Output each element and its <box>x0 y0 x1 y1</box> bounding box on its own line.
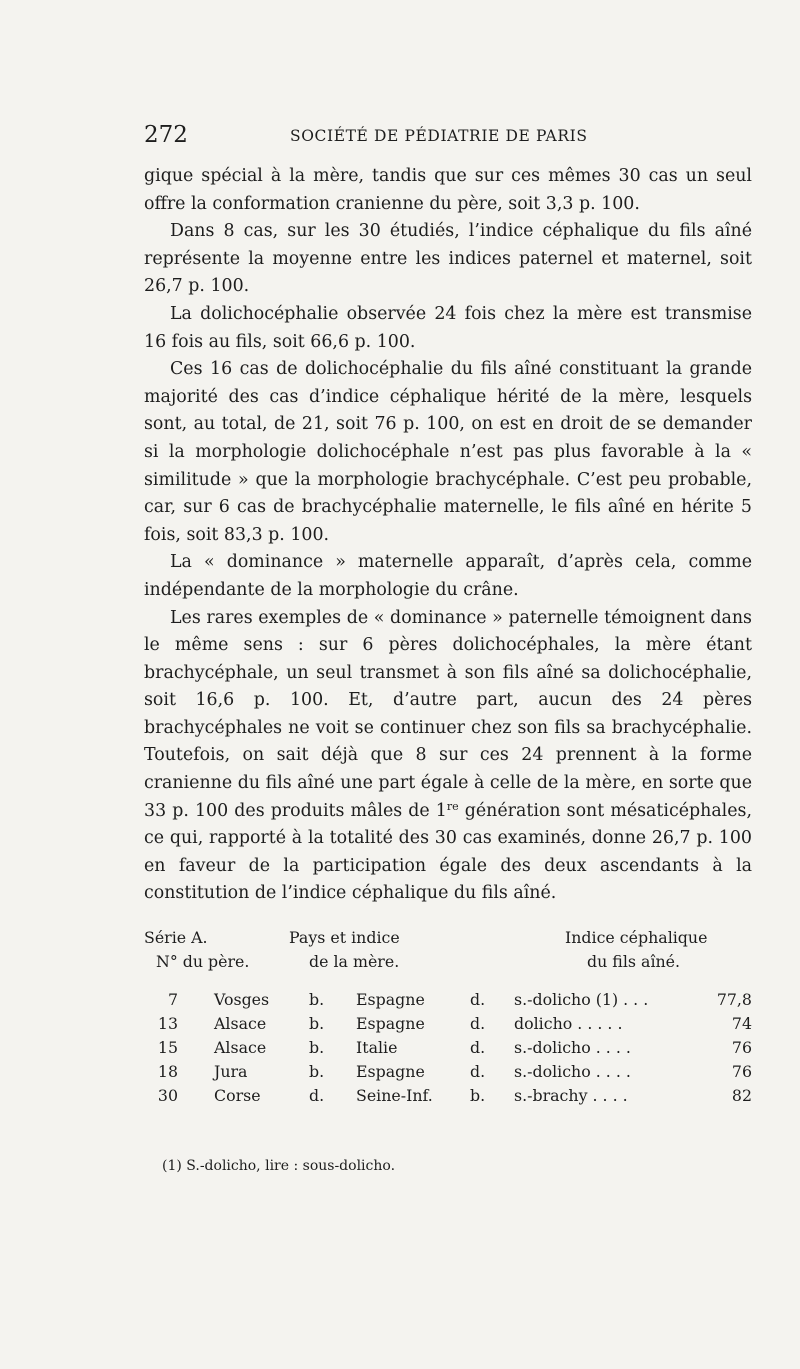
cell-father-country: Alsace <box>214 1038 267 1057</box>
table-row <box>144 1014 752 1038</box>
table-body <box>144 990 752 1110</box>
cell-son-type: s.-dolicho . . . . <box>514 1062 631 1081</box>
cell-son-index: 77,8 <box>716 990 752 1009</box>
superscript: re <box>446 799 459 813</box>
paragraph-continuation: gique spécial à la mère, tandis que sur ces mêmes 30 cas un seul offre la conformation cranienne du père, soit 3,3 p. 100. <box>144 166 752 214</box>
body-text <box>144 163 752 908</box>
cell-son-type: s.-brachy . . . . <box>514 1086 628 1105</box>
paragraph: La « dominance » maternelle apparaît, d’après cela, comme indépendante de la morphologie du crâne. <box>144 552 752 600</box>
paragraph <box>144 605 752 909</box>
cell-mother-index: d. <box>470 1014 486 1033</box>
col-header-mother-country: Pays et indice <box>289 928 400 947</box>
cell-father-country: Vosges <box>214 990 270 1009</box>
cell-father-index: b. <box>309 990 325 1009</box>
cell-son-index: 76 <box>731 1038 752 1057</box>
paragraph-text: génération sont mésaticéphales, ce qui, rapporté à la totalité des 30 cas examinés, donne 26,7 p. 100 en faveur de la participation égale des deux ascendants à la constitution de l’indice céphalique du fils aîné. <box>144 800 752 904</box>
page-header <box>144 118 752 152</box>
cell-son-type: s.-dolicho . . . . <box>514 1038 631 1057</box>
cell-mother-country: Italie <box>356 1038 398 1057</box>
cell-mother-index: b. <box>470 1086 486 1105</box>
data-table <box>144 928 752 1110</box>
cell-son-index: 74 <box>731 1014 752 1033</box>
table-row <box>144 990 752 1014</box>
page-number: 272 <box>144 122 188 148</box>
cell-father-country: Corse <box>214 1086 261 1105</box>
cell-father-index: b. <box>309 1014 325 1033</box>
cell-father-number: 7 <box>167 990 178 1009</box>
cell-father-number: 30 <box>157 1086 178 1105</box>
col-header-son-index: Indice céphalique <box>565 928 708 947</box>
table-row <box>144 1062 752 1086</box>
table-series-label: Série A. <box>144 928 208 947</box>
running-title: SOCIÉTÉ DE PÉDIATRIE DE PARIS <box>290 127 588 145</box>
cell-son-type: s.-dolicho (1) . . . <box>514 990 649 1009</box>
cell-mother-country: Espagne <box>356 1014 425 1033</box>
cell-father-index: d. <box>309 1086 325 1105</box>
table-row <box>144 1086 752 1110</box>
cell-son-index: 82 <box>731 1086 752 1105</box>
cell-mother-index: d. <box>470 990 486 1009</box>
table-header <box>144 928 752 976</box>
cell-mother-country: Espagne <box>356 990 425 1009</box>
cell-father-country: Jura <box>214 1062 248 1081</box>
cell-son-type: dolicho . . . . . <box>514 1014 623 1033</box>
cell-father-number: 15 <box>157 1038 178 1057</box>
cell-mother-index: d. <box>470 1038 486 1057</box>
cell-father-number: 18 <box>157 1062 178 1081</box>
cell-mother-index: d. <box>470 1062 486 1081</box>
paragraph-text: Les rares exemples de « dominance » paternelle témoignent dans le même sens : sur 6 pères dolichocéphales, la mère étant brachycéphale, un seul transmet à son fils aîné sa dolichocéphalie, soit 16,6 p. 100. Et, d’autre part, aucun des 24 pères brachycéphales ne voit se continuer chez son fils sa brachycéphalie. Toutefois, on sait déjà que 8 sur ces 24 prennent à la forme cranienne du fils aîné une part égale à celle de la mère, en sorte que 33 p. 100 des produits mâles de 1 <box>144 607 752 821</box>
cell-father-index: b. <box>309 1062 325 1081</box>
table-row <box>144 1038 752 1062</box>
footnote: (1) S.-dolicho, lire : sous-dolicho. <box>162 1158 396 1174</box>
cell-father-country: Alsace <box>214 1014 267 1033</box>
col-header-father-number: N° du père. <box>156 952 250 971</box>
cell-mother-country: Espagne <box>356 1062 425 1081</box>
paragraph: La dolichocéphalie observée 24 fois chez la mère est transmise 16 fois au fils, soit 66,6 p. 100. <box>144 303 752 352</box>
col-header-mother-country-sub: de la mère. <box>309 952 400 971</box>
cell-son-index: 76 <box>731 1062 752 1081</box>
col-header-son-index-sub: du fils aîné. <box>587 952 681 971</box>
paragraph: Ces 16 cas de dolichocéphalie du fils aîné constituant la grande majorité des cas d’indice céphalique hérité de la mère, lesquels sont, au total, de 21, soit 76 p. 100, on est en droit de se demander si la morphologie dolichocéphale n’est pas plus favorable à la « similitude » que la morphologie brachycéphale. C’est peu probable, car, sur 6 cas de brachycéphalie maternelle, le fils aîné en hérite 5 fois, soit 83,3 p. 100. <box>144 359 752 545</box>
cell-father-number: 13 <box>157 1014 178 1033</box>
paragraph: Dans 8 cas, sur les 30 étudiés, l’indice céphalique du fils aîné représente la moyenne entre les indices paternel et maternel, soit 26,7 p. 100. <box>144 221 752 297</box>
cell-mother-country: Seine-Inf. <box>356 1086 433 1105</box>
cell-father-index: b. <box>309 1038 325 1057</box>
